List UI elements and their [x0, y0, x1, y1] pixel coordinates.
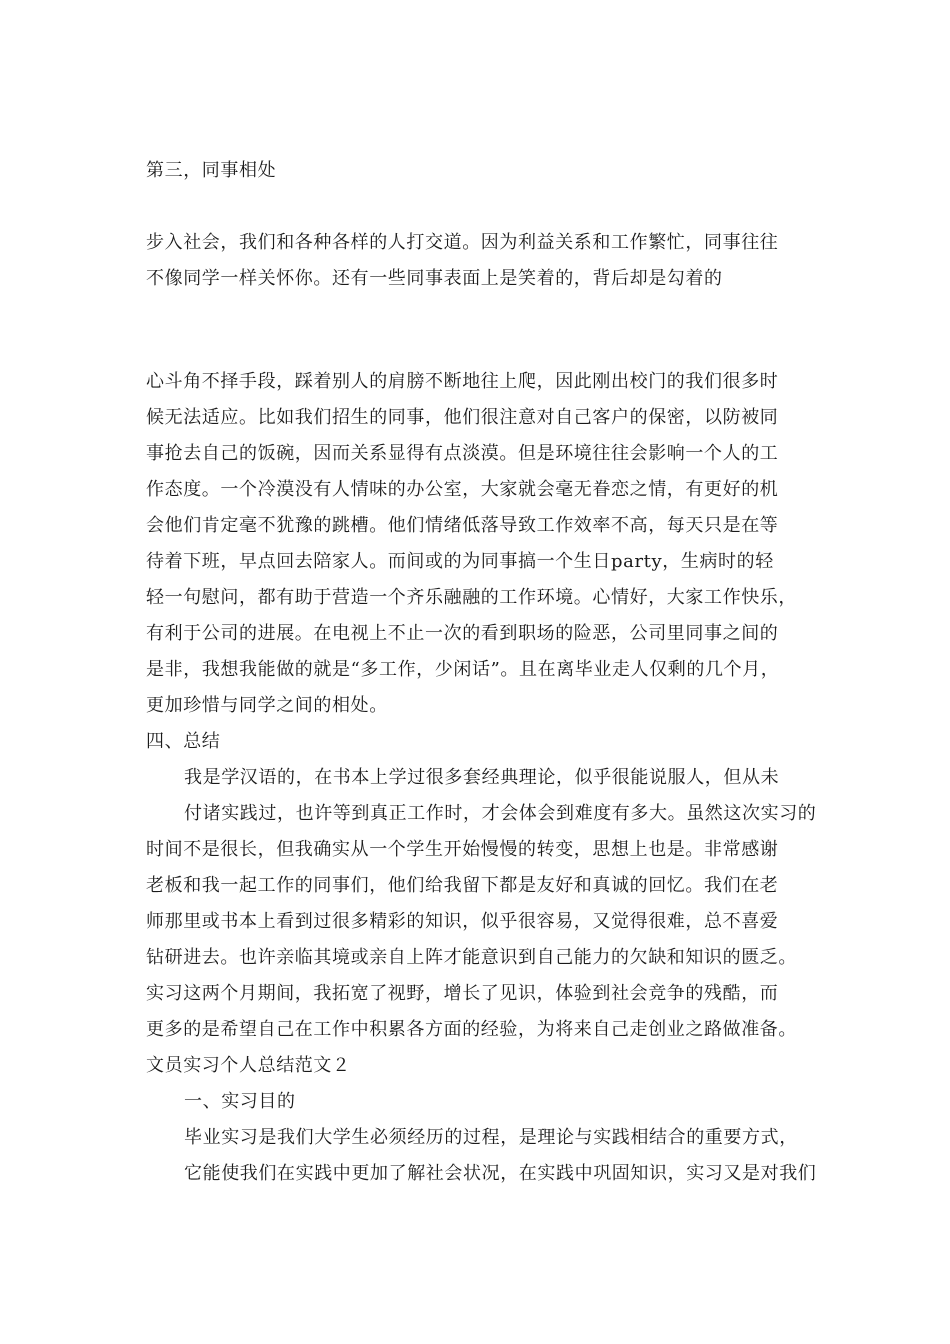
- section-heading-colleagues: 第三，同事相处: [146, 160, 277, 181]
- paragraph-line: 文员实习个人总结范文２: [146, 1055, 351, 1076]
- article-title: 一、实习目的: [184, 1091, 296, 1112]
- paragraph-line: 付诸实践过，也许等到真正工作时，才会体会到难度有多大。虽然这次实习的: [184, 803, 817, 824]
- paragraph-line: 实习这两个月期间，我拓宽了视野，增长了见识，体验到社会竞争的残酷，而: [146, 983, 779, 1004]
- paragraph-line: 不像同学一样关怀你。还有一些同事表面上是笑着的，背后却是勾着的: [146, 268, 723, 289]
- paragraph-line: 步入社会，我们和各种各样的人打交道。因为利益关系和工作繁忙，同事往往: [146, 232, 779, 253]
- paragraph-line: 是非，我想我能做的就是“多工作，少闲话”。且在离毕业走人仅剩的几个月，: [146, 659, 780, 680]
- paragraph-line: 师那里或书本上看到过很多精彩的知识，似乎很容易，又觉得很难，总不喜爱: [146, 911, 779, 932]
- paragraph-line: 轻一句慰问，都有助于营造一个齐乐融融的工作环境。心情好，大家工作快乐，: [146, 587, 797, 608]
- paragraph-line: 老板和我一起工作的同事们，他们给我留下都是友好和真诚的回忆。我们在老: [146, 875, 779, 896]
- paragraph-line: 更多的是希望自己在工作中积累各方面的经验，为将来自己走创业之路做准备。: [146, 1019, 797, 1040]
- paragraph-line: 心斗角不择手段，踩着别人的肩膀不断地往上爬，因此刚出校门的我们很多时: [146, 371, 779, 392]
- paragraph-line: 作态度。一个冷漠没有人情味的办公室，大家就会毫无眷恋之情，有更好的机: [146, 479, 779, 500]
- section-heading-purpose: 毕业实习是我们大学生必须经历的过程，是理论与实践相结合的重要方式，: [184, 1127, 798, 1148]
- paragraph-line: 钻研进去。也许亲临其境或亲自上阵才能意识到自己能力的欠缺和知识的匮乏。: [146, 947, 797, 968]
- section-heading-summary: 我是学汉语的，在书本上学过很多套经典理论，似乎很能说服人，但从未: [184, 767, 780, 788]
- paragraph-line: 时间不是很长，但我确实从一个学生开始慢慢的转变，思想上也是。非常感谢: [146, 839, 779, 860]
- paragraph-line: 候无法适应。比如我们招生的同事，他们很注意对自己客户的保密，以防被同: [146, 407, 779, 428]
- paragraph-line: 事抢去自己的饭碗，因而关系显得有点淡漠。但是环境往往会影响一个人的工: [146, 443, 779, 464]
- paragraph-line: 待着下班，早点回去陪家人。而间或的为同事搞一个生日party，生病时的轻: [146, 551, 774, 572]
- paragraph-line: 四、总结: [146, 731, 221, 752]
- paragraph-line: 它能使我们在实践中更加了解社会状况，在实践中巩固知识，实习又是对我们: [184, 1163, 817, 1184]
- paragraph-line: 更加珍惜与同学之间的相处。: [146, 695, 388, 716]
- paragraph-line: 有利于公司的进展。在电视上不止一次的看到职场的险恶，公司里同事之间的: [146, 623, 779, 644]
- paragraph-line: 会他们肯定毫不犹豫的跳槽。他们情绪低落导致工作效率不高，每天只是在等: [146, 515, 779, 536]
